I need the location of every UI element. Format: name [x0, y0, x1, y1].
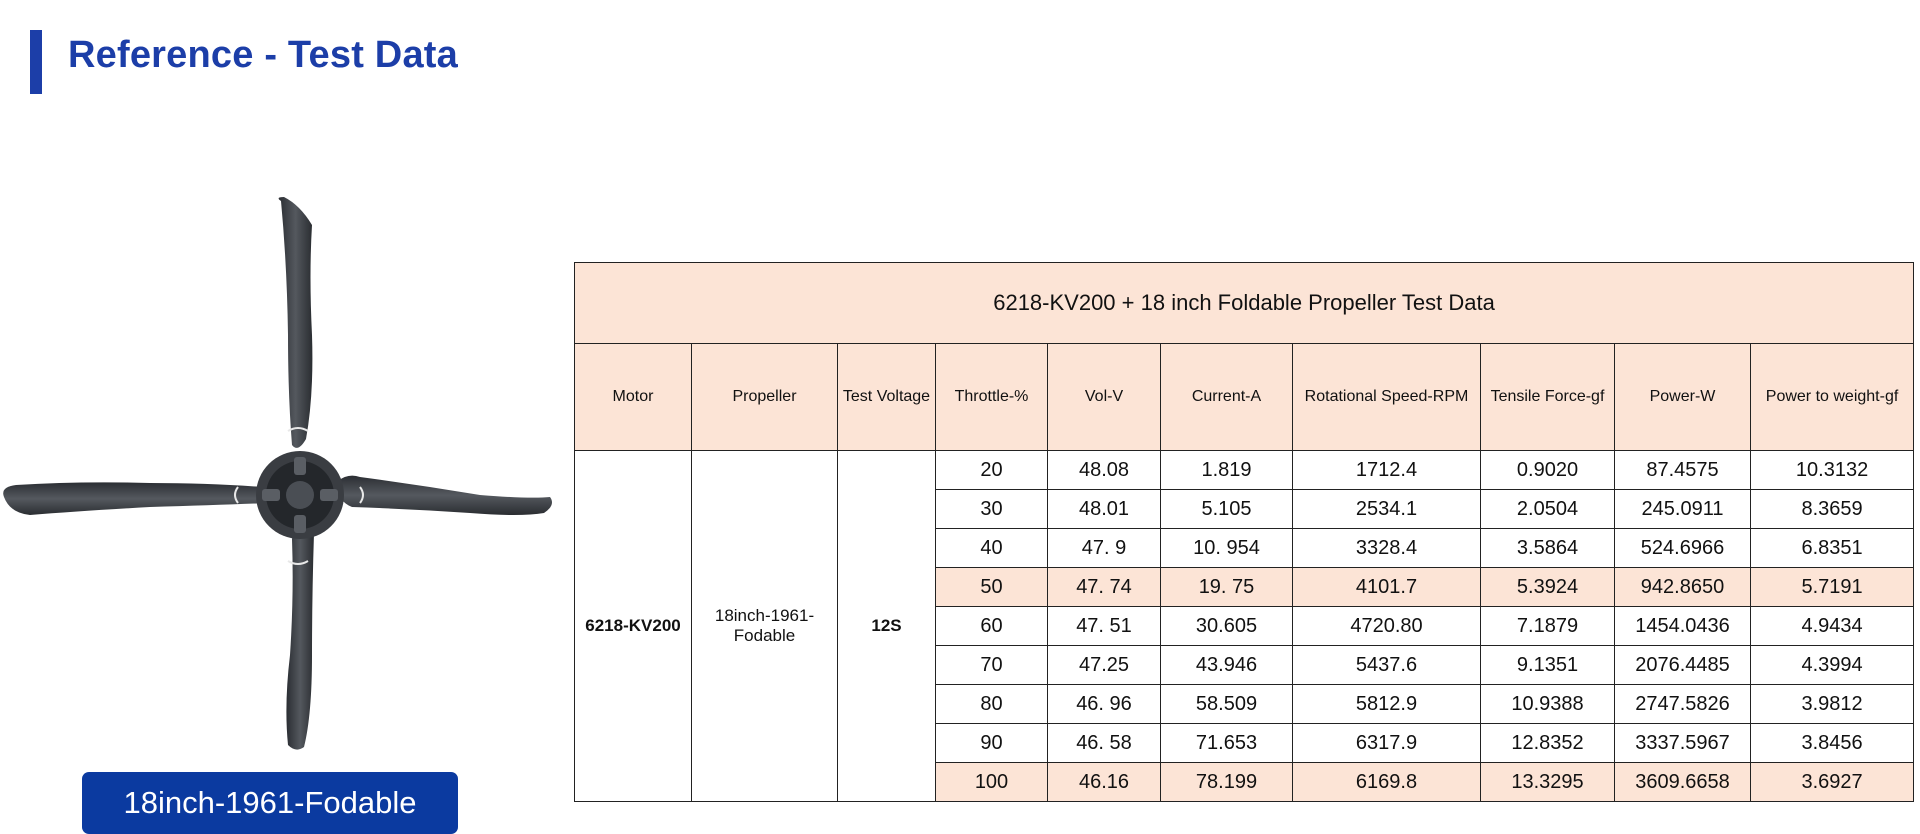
table-cell: 3.8456 — [1751, 724, 1914, 763]
table-cell: 80 — [936, 685, 1048, 724]
table-cell: 47. 9 — [1048, 529, 1161, 568]
column-header-power: Power-W — [1615, 344, 1751, 451]
table-cell: 50 — [936, 568, 1048, 607]
table-cell: 48.01 — [1048, 490, 1161, 529]
table-cell: 524.6966 — [1615, 529, 1751, 568]
table-cell: 78.199 — [1161, 763, 1293, 802]
table-title: 6218-KV200 + 18 inch Foldable Propeller Test Data — [575, 263, 1914, 344]
motor-cell: 6218-KV200 — [575, 451, 692, 802]
table-cell: 3.6927 — [1751, 763, 1914, 802]
table-row — [575, 451, 1914, 490]
table-cell: 942.8650 — [1615, 568, 1751, 607]
table-cell: 7.1879 — [1481, 607, 1615, 646]
table-cell: 1712.4 — [1293, 451, 1481, 490]
table-cell: 4101.7 — [1293, 568, 1481, 607]
table-cell: 5812.9 — [1293, 685, 1481, 724]
table-cell: 70 — [936, 646, 1048, 685]
table-cell: 5.105 — [1161, 490, 1293, 529]
table-cell: 1454.0436 — [1615, 607, 1751, 646]
title-accent-bar — [30, 30, 42, 94]
table-cell: 30 — [936, 490, 1048, 529]
table-cell: 10.3132 — [1751, 451, 1914, 490]
table-cell: 12.8352 — [1481, 724, 1615, 763]
table-cell: 9.1351 — [1481, 646, 1615, 685]
table-cell: 2076.4485 — [1615, 646, 1751, 685]
table-cell: 5437.6 — [1293, 646, 1481, 685]
table-cell: 46. 96 — [1048, 685, 1161, 724]
table-cell: 10. 954 — [1161, 529, 1293, 568]
table-cell: 3609.6658 — [1615, 763, 1751, 802]
table-cell: 46.16 — [1048, 763, 1161, 802]
table-cell: 5.3924 — [1481, 568, 1615, 607]
table-cell: 10.9388 — [1481, 685, 1615, 724]
table-cell: 8.3659 — [1751, 490, 1914, 529]
table-cell: 46. 58 — [1048, 724, 1161, 763]
table-cell: 2.0504 — [1481, 490, 1615, 529]
table-cell: 13.3295 — [1481, 763, 1615, 802]
test-voltage-cell: 12S — [838, 451, 936, 802]
table-cell: 5.7191 — [1751, 568, 1914, 607]
table-cell: 30.605 — [1161, 607, 1293, 646]
table-cell: 43.946 — [1161, 646, 1293, 685]
table-cell: 48.08 — [1048, 451, 1161, 490]
table-cell: 4.3994 — [1751, 646, 1914, 685]
column-header-power-to-weight: Power to weight-gf — [1751, 344, 1914, 451]
table-cell: 90 — [936, 724, 1048, 763]
test-data-table — [574, 262, 1914, 802]
table-cell: 60 — [936, 607, 1048, 646]
table-cell: 40 — [936, 529, 1048, 568]
table-cell: 87.4575 — [1615, 451, 1751, 490]
column-header-current: Current-A — [1161, 344, 1293, 451]
table-cell: 2534.1 — [1293, 490, 1481, 529]
table-cell: 4720.80 — [1293, 607, 1481, 646]
table-cell: 47. 51 — [1048, 607, 1161, 646]
table-cell: 47. 74 — [1048, 568, 1161, 607]
column-header-voltage: Vol-V — [1048, 344, 1161, 451]
column-header-motor: Motor — [575, 344, 692, 451]
column-header-throttle: Throttle-% — [936, 344, 1048, 451]
propeller-cell: 18inch-1961-Fodable — [692, 451, 838, 802]
column-header-propeller: Propeller — [692, 344, 838, 451]
table-cell: 47.25 — [1048, 646, 1161, 685]
table-cell: 58.509 — [1161, 685, 1293, 724]
table-cell: 3.9812 — [1751, 685, 1914, 724]
column-header-tensile-force: Tensile Force-gf — [1481, 344, 1615, 451]
table-cell: 2747.5826 — [1615, 685, 1751, 724]
table-cell: 19. 75 — [1161, 568, 1293, 607]
propeller-model-label: 18inch-1961-Fodable — [82, 772, 458, 834]
page-title: Reference - Test Data — [68, 34, 458, 76]
table-cell: 71.653 — [1161, 724, 1293, 763]
column-header-test-voltage: Test Voltage — [838, 344, 936, 451]
table-cell: 0.9020 — [1481, 451, 1615, 490]
table-cell: 6169.8 — [1293, 763, 1481, 802]
table-cell: 6.8351 — [1751, 529, 1914, 568]
propeller-image — [0, 195, 560, 755]
table-cell: 4.9434 — [1751, 607, 1914, 646]
table-cell: 100 — [936, 763, 1048, 802]
table-cell: 3.5864 — [1481, 529, 1615, 568]
table-cell: 245.0911 — [1615, 490, 1751, 529]
table-cell: 1.819 — [1161, 451, 1293, 490]
table-cell: 3337.5967 — [1615, 724, 1751, 763]
table-cell: 3328.4 — [1293, 529, 1481, 568]
four-blade-folding-propeller-icon — [0, 195, 560, 755]
table-cell: 20 — [936, 451, 1048, 490]
column-header-rpm: Rotational Speed-RPM — [1293, 344, 1481, 451]
table-cell: 6317.9 — [1293, 724, 1481, 763]
